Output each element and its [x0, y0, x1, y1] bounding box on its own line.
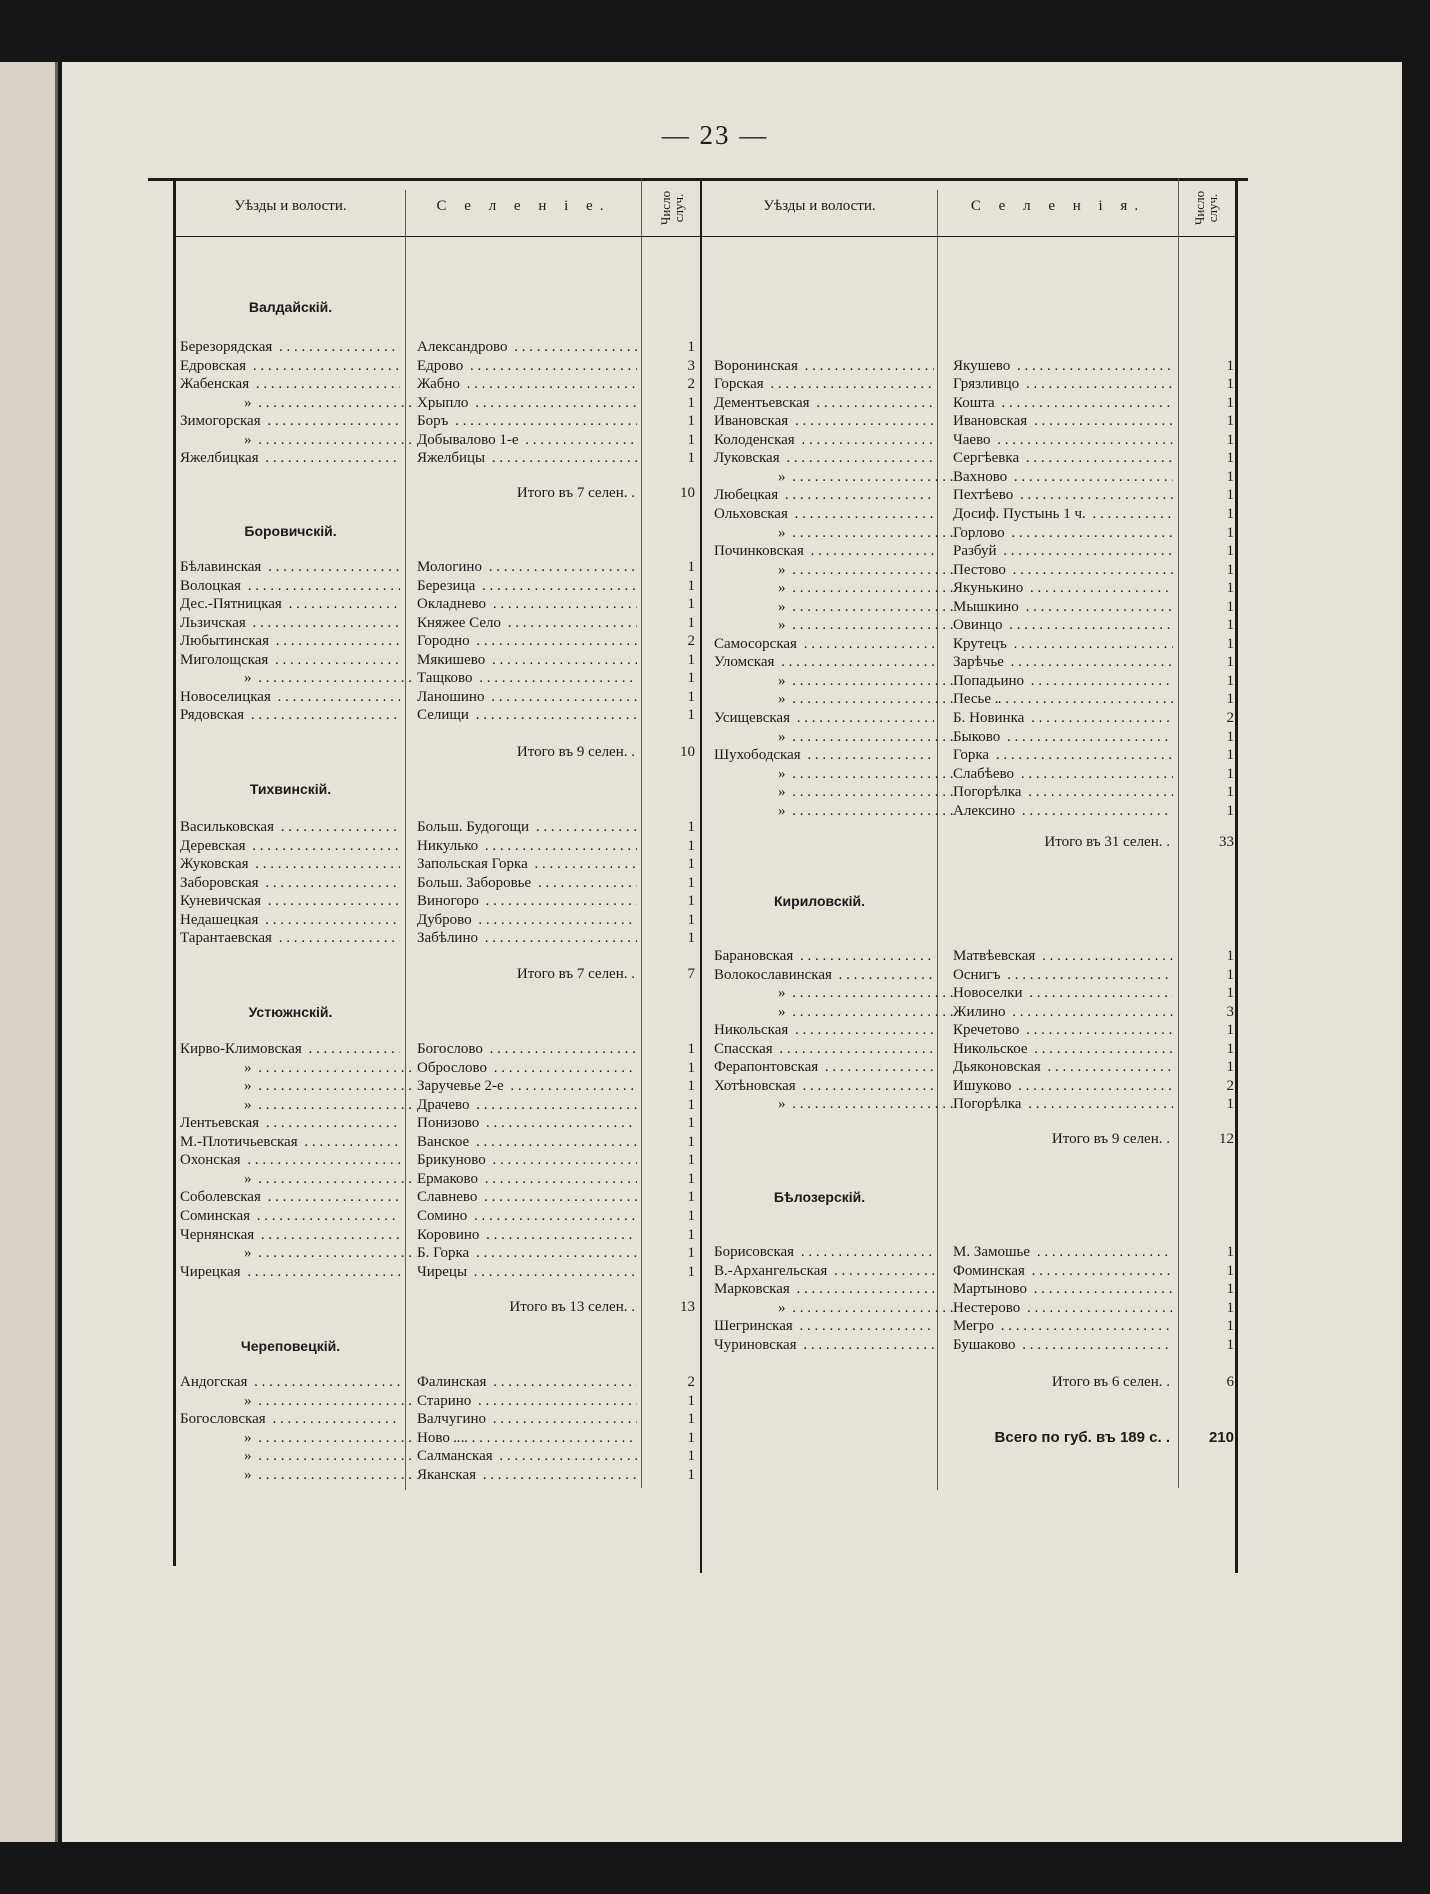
grand-total-count: 210 [1208, 1429, 1234, 1446]
district-volost-cell: Жабенская . . . [180, 375, 400, 393]
case-count-cell: 1 [1226, 1281, 1234, 1298]
settlement-cell: Славнево . . . [417, 1188, 637, 1206]
case-count-cell: 1 [1226, 1059, 1234, 1076]
header-districts-right: Уѣзды и волости. [763, 197, 876, 214]
case-count-cell: 1 [1226, 784, 1234, 801]
case-count-cell: 3 [687, 357, 695, 374]
district-volost-cell: » . . . [180, 431, 464, 449]
case-count-cell: 1 [687, 856, 695, 873]
district-volost-cell: » . . . [714, 598, 998, 616]
case-count-cell: 1 [687, 339, 695, 355]
case-count-cell: 1 [687, 893, 695, 910]
district-volost-cell: Ольховская . . . [714, 505, 934, 523]
case-count-cell: 1 [687, 1466, 695, 1483]
settlement-cell: Чирецы . . . [417, 1263, 637, 1281]
district-volost-cell: Жуковская . . . [180, 855, 400, 873]
district-volost-cell: Самосорская . . . [714, 635, 934, 653]
district-volost-cell: Бѣлавинская . . . [180, 558, 400, 576]
settlement-cell: Слабѣево . . . [953, 765, 1173, 783]
district-volost-cell: Марковская . . . [714, 1280, 934, 1298]
district-volost-cell: Горская . . . [714, 375, 934, 393]
settlement-cell: Ивановская . . . [953, 412, 1173, 430]
district-volost-cell: Лентьевская . . . [180, 1114, 400, 1132]
settlement-cell: Разбуй . . . [953, 542, 1173, 560]
case-count-cell: 2 [687, 1374, 695, 1390]
district-volost-cell: Любецкая . . . [714, 486, 934, 504]
settlement-cell: Добывалово 1-е . . . [417, 431, 637, 449]
case-count-cell: 1 [687, 1189, 695, 1206]
settlement-cell: Мологино . . . [417, 558, 637, 576]
case-count-cell: 1 [687, 1078, 695, 1095]
case-count-cell: 1 [1226, 598, 1234, 615]
settlement-cell: Едрово . . . [417, 357, 637, 375]
settlement-cell: Алексино . . . [953, 802, 1173, 820]
case-count-cell: 1 [1226, 1299, 1234, 1316]
case-count-cell: 1 [687, 450, 695, 467]
settlement-cell: Запольская Горка . . . [417, 855, 637, 873]
district-volost-cell: » . . . [714, 1095, 998, 1113]
case-count-cell: 1 [687, 1059, 695, 1076]
subtotal-label: Итого въ 31 селен. . [1044, 834, 1170, 850]
settlement-cell: Якушево . . . [953, 357, 1173, 375]
district-volost-cell: » . . . [714, 690, 998, 708]
settlement-cell: Мартыново . . . [953, 1280, 1173, 1298]
settlement-cell: Попадьино . . . [953, 672, 1173, 690]
district-volost-cell: » . . . [714, 616, 998, 634]
district-volost-cell: Усищевская . . . [714, 709, 934, 727]
district-volost-cell: Кирво-Климовская . . . [180, 1040, 400, 1058]
settlement-cell: Александрово . . . [417, 338, 637, 356]
settlement-cell: Ново . . . [417, 1429, 637, 1447]
uezd-heading: Тихвинскій. [249, 781, 332, 797]
district-volost-cell: » . . . [180, 669, 464, 687]
settlement-cell: Окладнево . . . [417, 595, 637, 613]
column-divider [700, 178, 702, 1573]
case-count-cell: 1 [687, 1133, 695, 1150]
district-volost-cell: Никольская . . . [714, 1021, 934, 1039]
case-count-cell: 1 [1226, 468, 1234, 485]
district-volost-cell: Соминская . . . [180, 1207, 400, 1225]
settlement-cell: Песье . . . [953, 690, 1173, 708]
case-count-cell: 1 [1226, 1336, 1234, 1353]
case-count-cell: 1 [687, 1392, 695, 1409]
settlement-cell: Хрыпло . . . [417, 394, 637, 412]
district-volost-cell: Новоселицкая . . . [180, 688, 400, 706]
case-count-cell: 2 [1226, 1077, 1234, 1094]
case-count-cell: 1 [1226, 1022, 1234, 1039]
case-count-cell: 1 [687, 1245, 695, 1262]
page-number: — 23 — [661, 120, 769, 150]
case-count-cell: 1 [1226, 654, 1234, 671]
district-volost-cell: Волоцкая . . . [180, 577, 400, 595]
settlement-cell: Быково . . . [953, 728, 1173, 746]
district-volost-cell: Луковская . . . [714, 449, 934, 467]
settlement-cell: Больш. Заборовье . . . [417, 874, 637, 892]
case-count-cell: 1 [1226, 691, 1234, 708]
district-volost-cell: » . . . [180, 1244, 464, 1262]
settlement-cell: Досиф. Пустынь 1 ч. . . . [953, 505, 1173, 523]
settlement-cell: Жилино . . . [953, 1003, 1173, 1021]
district-volost-cell: Заборовская . . . [180, 874, 400, 892]
uezd-heading: Устюжнскій. [248, 1004, 333, 1020]
case-count-cell: 1 [687, 577, 695, 594]
settlement-cell: Тащково . . . [417, 669, 637, 687]
case-count-cell: 1 [1226, 617, 1234, 634]
district-volost-cell: » . . . [714, 524, 998, 542]
settlement-cell: Яканская . . . [417, 1466, 637, 1484]
case-count-cell: 1 [1226, 728, 1234, 745]
district-volost-cell: Едровская . . . [180, 357, 400, 375]
settlement-cell: Брикуново . . . [417, 1151, 637, 1169]
settlement-cell: Фалинская . . . [417, 1373, 637, 1391]
case-count-cell: 1 [1226, 1244, 1234, 1260]
settlement-cell: Сергѣевка . . . [953, 449, 1173, 467]
district-volost-cell: » . . . [714, 468, 998, 486]
header-count-right: Число случ. [1192, 190, 1220, 226]
district-volost-cell: Соболевская . . . [180, 1188, 400, 1206]
subtotal-count: 10 [680, 744, 695, 760]
district-volost-cell: » . . . [714, 802, 998, 820]
settlement-cell: Никольское . . . [953, 1040, 1173, 1058]
case-count-cell: 1 [687, 1170, 695, 1187]
case-count-cell: 1 [1226, 487, 1234, 504]
column-divider [1178, 178, 1179, 1488]
case-count-cell: 1 [687, 1411, 695, 1428]
settlement-cell: М. Замошье . . . [953, 1243, 1173, 1261]
district-volost-cell: Колоденская . . . [714, 431, 934, 449]
settlement-cell: Матвѣевская . . . [953, 947, 1173, 965]
district-volost-cell: » . . . [180, 1077, 464, 1095]
district-volost-cell: Дементьевская . . . [714, 394, 934, 412]
case-count-cell: 1 [1226, 672, 1234, 689]
settlement-cell: Виногоро . . . [417, 892, 637, 910]
settlement-cell: Селищи . . . [417, 706, 637, 724]
district-volost-cell: » . . . [714, 1299, 998, 1317]
settlement-cell: Боръ . . . [417, 412, 637, 430]
settlement-cell: Зарѣчье . . . [953, 653, 1173, 671]
settlement-cell: Больш. Будогощи . . . [417, 818, 637, 836]
case-count-cell: 1 [687, 1115, 695, 1132]
case-count-cell: 1 [1226, 505, 1234, 522]
district-volost-cell: Рядовская . . . [180, 706, 400, 724]
case-count-cell: 1 [687, 1152, 695, 1169]
settlement-cell: Заручевье 2-е . . . [417, 1077, 637, 1095]
subtotal-label: Итого въ 13 селен. . [509, 1299, 635, 1315]
subtotal-label: Итого въ 7 селен. . [516, 966, 635, 982]
case-count-cell: 1 [1226, 543, 1234, 560]
case-count-cell: 1 [1226, 413, 1234, 430]
district-volost-cell: » . . . [714, 1003, 998, 1021]
case-count-cell: 1 [1226, 450, 1234, 467]
subtotal-count: 12 [1219, 1131, 1234, 1147]
case-count-cell: 1 [1226, 1096, 1234, 1113]
settlement-cell: Вахново . . . [953, 468, 1173, 486]
district-volost-cell: » . . . [714, 765, 998, 783]
settlement-cell: Фоминская . . . [953, 1262, 1173, 1280]
case-count-cell: 1 [687, 911, 695, 928]
uezd-heading: Валдайскій. [248, 299, 333, 315]
district-volost-cell: Ферапонтовская . . . [714, 1058, 934, 1076]
district-volost-cell: Хотѣновская . . . [714, 1077, 934, 1095]
case-count-cell: 1 [1226, 431, 1234, 448]
district-volost-cell: Борисовская . . . [714, 1243, 934, 1261]
district-volost-cell: » . . . [180, 394, 464, 412]
district-volost-cell: » . . . [714, 561, 998, 579]
district-volost-cell: Васильковская . . . [180, 818, 400, 836]
case-count-cell: 1 [687, 930, 695, 947]
settlement-cell: Овинцо . . . [953, 616, 1173, 634]
case-count-cell: 1 [687, 1226, 695, 1243]
settlement-cell: Яжелбицы . . . [417, 449, 637, 467]
case-count-cell: 1 [687, 614, 695, 631]
district-volost-cell: Деревская . . . [180, 837, 400, 855]
district-volost-cell: Недашецкая . . . [180, 911, 400, 929]
settlement-cell: Сомино . . . [417, 1207, 637, 1225]
settlement-cell: Пестово . . . [953, 561, 1173, 579]
district-volost-cell: Андогская . . . [180, 1373, 400, 1391]
settlement-cell: Пехтѣево . . . [953, 486, 1173, 504]
district-volost-cell: Дес.-Пятницкая . . . [180, 595, 400, 613]
case-count-cell: 1 [1226, 394, 1234, 411]
district-volost-cell: » . . . [180, 1466, 464, 1484]
header-districts-left: Уѣзды и волости. [234, 197, 347, 214]
district-volost-cell: » . . . [180, 1392, 464, 1410]
district-volost-cell: » . . . [714, 672, 998, 690]
settlement-cell: Погорѣлка . . . [953, 1095, 1173, 1113]
column-divider [405, 190, 406, 1490]
case-count-cell: 1 [1226, 802, 1234, 819]
settlement-cell: Ванское . . . [417, 1133, 637, 1151]
case-count-cell: 1 [687, 1207, 695, 1224]
uezd-heading: Бѣлозерскій. [773, 1189, 866, 1205]
district-volost-cell: » . . . [180, 1096, 464, 1114]
district-volost-cell: Волокославинская . . . [714, 966, 934, 984]
subtotal-count: 7 [687, 966, 695, 982]
case-count-cell: 2 [687, 376, 695, 393]
district-volost-cell: Спасская . . . [714, 1040, 934, 1058]
district-volost-cell: » . . . [180, 1059, 464, 1077]
district-volost-cell: Куневичская . . . [180, 892, 400, 910]
subtotal-label: Итого въ 9 селен. . [1051, 1131, 1170, 1147]
settlement-cell: Погорѣлка . . . [953, 783, 1173, 801]
case-count-cell: 1 [1226, 376, 1234, 393]
settlement-cell: Городно . . . [417, 632, 637, 650]
settlement-cell: Ланошино . . . [417, 688, 637, 706]
subtotal-label: Итого въ 6 селен. . [1051, 1374, 1170, 1390]
case-count-cell: 1 [687, 837, 695, 854]
district-volost-cell: Барановская . . . [714, 947, 934, 965]
grand-total-label: Всего по губ. въ 189 с. . [994, 1429, 1170, 1446]
district-volost-cell: Льзичская . . . [180, 614, 400, 632]
case-count-cell: 1 [1226, 357, 1234, 374]
table-header-rule [175, 236, 1237, 237]
left-frame-rule [173, 178, 176, 1566]
settlement-cell: Богослово . . . [417, 1040, 637, 1058]
case-count-cell: 3 [1226, 1003, 1234, 1020]
settlement-cell: Чаево . . . [953, 431, 1173, 449]
settlement-cell: Драчево . . . [417, 1096, 637, 1114]
case-count-cell: 1 [687, 819, 695, 835]
district-volost-cell: Охонская . . . [180, 1151, 400, 1169]
district-volost-cell: Воронинская . . . [714, 357, 934, 375]
district-volost-cell: » . . . [714, 984, 998, 1002]
subtotal-label: Итого въ 9 селен. . [516, 744, 635, 760]
district-volost-cell: Уломская . . . [714, 653, 934, 671]
header-count-left: Число случ. [658, 190, 686, 226]
district-volost-cell: Богословская . . . [180, 1410, 400, 1428]
district-volost-cell: » . . . [180, 1447, 464, 1465]
case-count-cell: 1 [687, 413, 695, 430]
case-count-cell: 1 [1226, 635, 1234, 652]
settlement-cell: Забѣлино . . . [417, 929, 637, 947]
case-count-cell: 1 [687, 707, 695, 724]
settlement-cell: Бушаково . . . [953, 1336, 1173, 1354]
column-divider [641, 178, 642, 1488]
case-count-cell: 1 [687, 874, 695, 891]
subtotal-count: 33 [1219, 834, 1234, 850]
settlement-cell: Б. Новинка . . . [953, 709, 1173, 727]
settlement-cell: Кошта . . . [953, 394, 1173, 412]
case-count-cell: 2 [687, 633, 695, 650]
district-volost-cell: » . . . [714, 579, 998, 597]
settlement-cell: Крутецъ . . . [953, 635, 1173, 653]
case-count-cell: 1 [687, 1429, 695, 1446]
right-frame-rule [1235, 178, 1238, 1573]
case-count-cell: 1 [687, 1041, 695, 1057]
case-count-cell: 1 [1226, 1040, 1234, 1057]
case-count-cell: 1 [1226, 1262, 1234, 1279]
uezd-heading: Череповецкій. [240, 1338, 341, 1354]
district-volost-cell: » . . . [714, 728, 998, 746]
case-count-cell: 1 [1226, 966, 1234, 983]
settlement-cell: Мегро . . . [953, 1317, 1173, 1335]
settlement-cell: Б. Горка . . . [417, 1244, 637, 1262]
settlement-cell: Горка . . . [953, 746, 1173, 764]
settlement-cell: Понизово . . . [417, 1114, 637, 1132]
district-volost-cell: Починковская . . . [714, 542, 934, 560]
column-divider [937, 190, 938, 1490]
case-count-cell: 1 [687, 670, 695, 687]
header-settlement-right: С е л е н і я. [970, 197, 1146, 214]
uezd-heading: Боровичскій. [244, 523, 337, 539]
case-count-cell: 1 [687, 431, 695, 448]
case-count-cell: 1 [687, 688, 695, 705]
settlement-cell: Нестерово . . . [953, 1299, 1173, 1317]
settlement-cell: Мякишево . . . [417, 651, 637, 669]
settlement-cell: Дуброво . . . [417, 911, 637, 929]
subtotal-count: 13 [680, 1299, 695, 1315]
district-volost-cell: Яжелбицкая . . . [180, 449, 400, 467]
settlement-cell: Валчугино . . . [417, 1410, 637, 1428]
case-count-cell: 1 [687, 394, 695, 411]
settlement-cell: Жабно . . . [417, 375, 637, 393]
case-count-cell: 1 [687, 1263, 695, 1280]
district-volost-cell: Чернянская . . . [180, 1226, 400, 1244]
subtotal-label: Итого въ 7 селен. . [516, 485, 635, 501]
settlement-cell: Салманская . . . [417, 1447, 637, 1465]
district-volost-cell: Тарантаевская . . . [180, 929, 400, 947]
district-volost-cell: » . . . [180, 1170, 464, 1188]
subtotal-count: 10 [680, 485, 695, 501]
settlement-cell: Старино . . . [417, 1392, 637, 1410]
district-volost-cell: Чуриновская . . . [714, 1336, 934, 1354]
case-count-cell: 1 [687, 596, 695, 613]
settlement-cell: Оброслово . . . [417, 1059, 637, 1077]
settlement-cell: Никулько . . . [417, 837, 637, 855]
previous-page-edge [0, 62, 58, 1842]
case-count-cell: 1 [1226, 765, 1234, 782]
district-volost-cell: В.-Архангельская . . . [714, 1262, 934, 1280]
case-count-cell: 1 [1226, 985, 1234, 1002]
settlement-cell: Мышкино . . . [953, 598, 1173, 616]
settlement-cell: Оснигъ . . . [953, 966, 1173, 984]
district-volost-cell: М.-Плотичьевская . . . [180, 1133, 400, 1151]
subtotal-count: 6 [1226, 1374, 1234, 1390]
settlement-cell: Грязливцо . . . [953, 375, 1173, 393]
case-count-cell: 1 [1226, 747, 1234, 764]
district-volost-cell: Березорядская . . . [180, 338, 400, 356]
header-settlement-left: С е л е н і е. [436, 197, 611, 214]
case-count-cell: 1 [1226, 561, 1234, 578]
district-volost-cell: Ивановская . . . [714, 412, 934, 430]
district-volost-cell: Зимогорская . . . [180, 412, 400, 430]
settlement-cell: Березица . . . [417, 577, 637, 595]
case-count-cell: 1 [1226, 948, 1234, 964]
case-count-cell: 1 [687, 1448, 695, 1465]
district-volost-cell: Миголощская . . . [180, 651, 400, 669]
case-count-cell: 1 [687, 651, 695, 668]
uezd-heading: Кириловскій. [773, 893, 865, 909]
district-volost-cell: » . . . [714, 783, 998, 801]
case-count-cell: 1 [1226, 524, 1234, 541]
settlement-cell: Ишуково . . . [953, 1077, 1173, 1095]
settlement-cell: Новоселки . . . [953, 984, 1173, 1002]
case-count-cell: 1 [1226, 1318, 1234, 1335]
case-count-cell: 1 [1226, 580, 1234, 597]
district-volost-cell: Шухободская . . . [714, 746, 934, 764]
case-count-cell: 2 [1226, 710, 1234, 726]
settlement-cell: Якунькино . . . [953, 579, 1173, 597]
district-volost-cell: Любытинская . . . [180, 632, 400, 650]
district-volost-cell: » . . . [180, 1429, 464, 1447]
case-count-cell: 1 [687, 1096, 695, 1113]
settlement-cell: Дьяконовская . . . [953, 1058, 1173, 1076]
settlement-cell: Коровино . . . [417, 1226, 637, 1244]
settlement-cell: Горлово . . . [953, 524, 1173, 542]
settlement-cell: Княжее Село . . . [417, 614, 637, 632]
district-volost-cell: Шегринская . . . [714, 1317, 934, 1335]
case-count-cell: 1 [687, 559, 695, 575]
district-volost-cell: Чирецкая . . . [180, 1263, 400, 1281]
settlement-cell: Ермаково . . . [417, 1170, 637, 1188]
settlement-cell: Кречетово . . . [953, 1021, 1173, 1039]
